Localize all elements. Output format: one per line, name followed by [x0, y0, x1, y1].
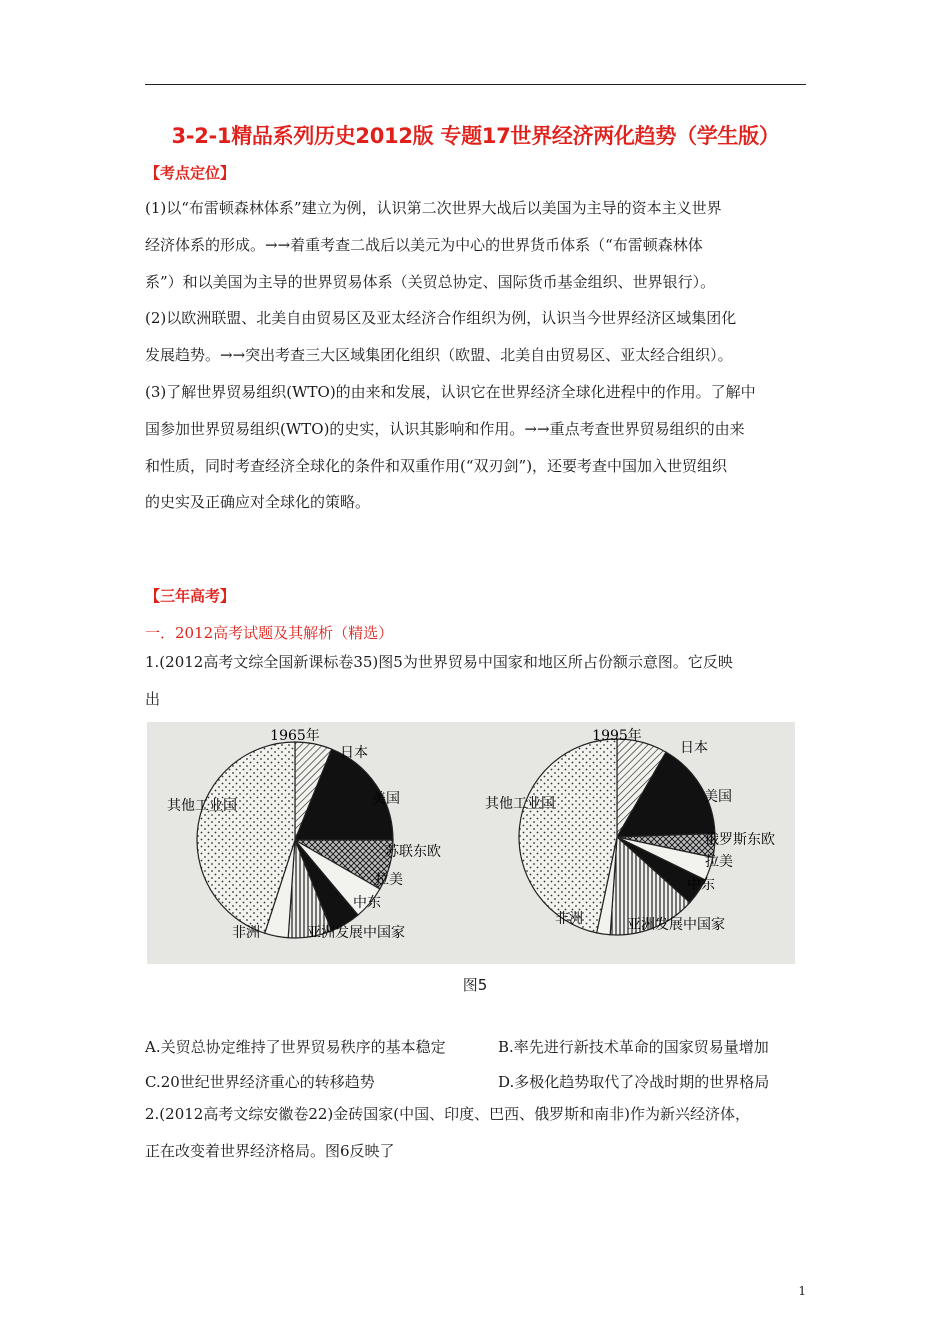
- pie-1995: [519, 739, 715, 935]
- figure-caption: 图5: [462, 976, 488, 994]
- text-line: (2)以欧洲联盟、北美自由贸易区及亚太经济合作组织为例，认识当今世界经济区域集团化: [145, 309, 737, 328]
- pie1-label-ussr: 苏联东欧: [385, 844, 441, 860]
- text-line: 的史实及正确应对全球化的策略。: [145, 493, 371, 512]
- pie2-year: 1995年: [592, 728, 642, 744]
- text-line: 2.(2012高考文综安徽卷22)金砖国家(中国、印度、巴西、俄罗斯和南非)作为新兴经济体，: [145, 1105, 750, 1123]
- figure-5-pie-charts: [147, 722, 795, 964]
- pie2-label-mideast: 中东: [687, 877, 715, 893]
- text-line: (3)了解世界贸易组织(WTO)的由来和发展，认识它在世界经济全球化进程中的作用。了解中: [145, 382, 756, 401]
- option-b: B.率先进行新技术革命的国家贸易量增加: [498, 1038, 769, 1056]
- option-d: D.多极化趋势取代了冷战时期的世界格局: [498, 1073, 770, 1091]
- text-line: (1)以“布雷顿森林体系”建立为例，认识第二次世界大战后以美国为主导的资本主义世界: [145, 199, 722, 217]
- text-line: 国参加世界贸易组织(WTO)的史实，认识其影响和作用。→→重点考查世界贸易组织的由来: [145, 419, 745, 438]
- pie2-label-africa: 非洲: [555, 911, 583, 927]
- pie2-label-asia: 亚洲发展中国家: [627, 917, 725, 933]
- pie1-label-asia: 亚洲发展中国家: [307, 925, 405, 941]
- pie2-label-others: 其他工业国: [485, 796, 555, 812]
- pie-slice: [519, 739, 617, 933]
- document-title: 3-2-1精品系列历史2012版 专题17世界经济两化趋势（学生版）: [171, 124, 780, 148]
- pie1-label-mideast: 中东: [353, 895, 381, 911]
- text-line: 系”）和以美国为主导的世界贸易体系（关贸总协定、国际货币基金组织、世界银行）。: [145, 272, 716, 291]
- question-2: [145, 1096, 806, 1170]
- pie2-label-latam: 拉美: [705, 854, 733, 870]
- text-line: 经济体系的形成。→→着重考查二战后以美元为中心的世界货币体系（“布雷顿森林体: [145, 235, 703, 254]
- text-line: 和性质，同时考查经济全球化的条件和双重作用(“双刃剑”)，还要考查中国加入世贸组织: [145, 456, 728, 475]
- pie1-label-others: 其他工业国: [167, 798, 237, 814]
- section-heading-sannian: 【三年高考】: [145, 587, 236, 605]
- pie1-label-usa: 美国: [372, 791, 400, 807]
- text-line: 发展趋势。→→突出考查三大区域集团化组织（欧盟、北美自由贸易区、亚太经合组织）。: [145, 346, 733, 365]
- pie1-label-latam: 拉美: [375, 872, 403, 888]
- pie1-year: 1965年: [270, 728, 320, 744]
- text-line: 出: [145, 689, 161, 708]
- subsection-heading: 一．2012高考试题及其解析（精选）: [145, 624, 394, 642]
- pie1-label-africa: 非洲: [232, 925, 260, 941]
- option-a: A.关贸总协定维持了世界贸易秩序的基本稳定: [145, 1038, 446, 1056]
- option-c: C.20世纪世界经济重心的转移趋势: [145, 1073, 375, 1091]
- pie2-label-russia: 俄罗斯东欧: [705, 832, 775, 848]
- header-rule: [145, 84, 806, 85]
- pie1-label-japan: 日本: [340, 745, 368, 761]
- pie2-label-japan: 日本: [680, 740, 708, 756]
- section-heading-kaodian: 【考点定位】: [145, 164, 236, 182]
- section1-body: [145, 190, 806, 521]
- page-number: 1: [798, 1284, 806, 1298]
- question-1: [145, 644, 806, 718]
- pie2-label-usa: 美国: [704, 789, 732, 805]
- text-line: 1.(2012高考文综全国新课标卷35)图5为世界贸易中国家和地区所占份额示意图。它反映: [145, 653, 733, 671]
- text-line: 正在改变着世界经济格局。图6反映了: [145, 1141, 395, 1160]
